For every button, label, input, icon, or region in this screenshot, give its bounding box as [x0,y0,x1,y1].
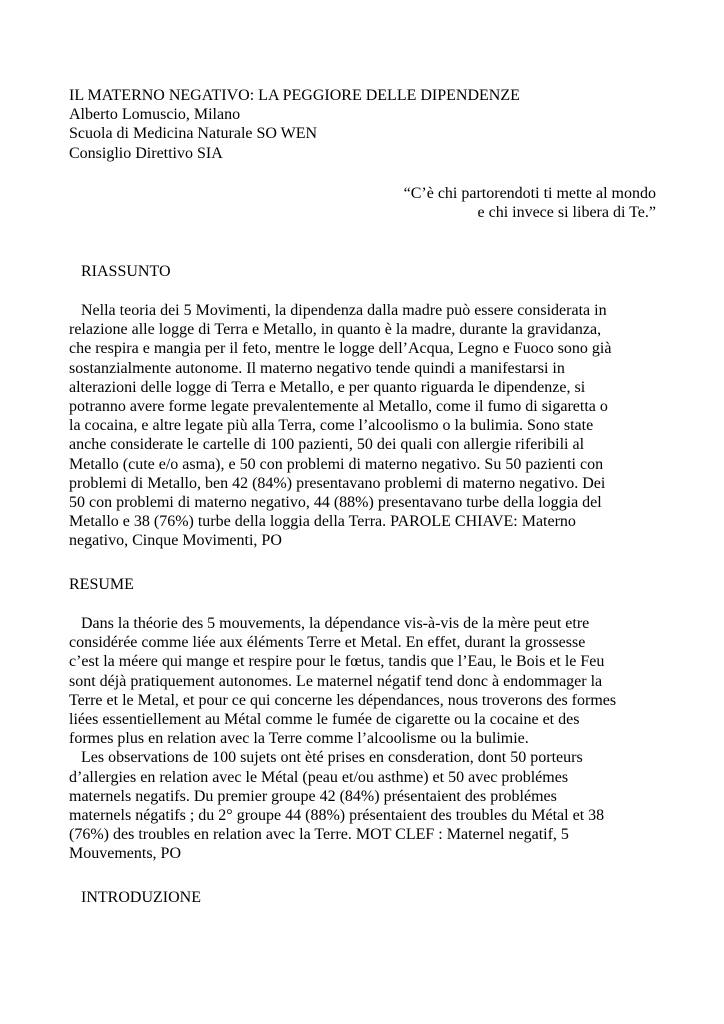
paragraph-line: c’est la méere qui mange et respire pour le fœtus, tandis que l’Eau, le Bois et le Feu [69,653,605,671]
paragraph-line: Terre et le Metal, et pour ce qui concerne les dépendances, nous troverons des formes [69,691,617,709]
school-line: Scuola di Medicina Naturale SO WEN [69,125,318,143]
council-line: Consiglio Direttivo SIA [69,144,223,162]
paragraph-line: Metallo e 38 (76%) turbe della loggia della Terra. PAROLE CHIAVE: Materno [69,513,576,531]
quote-line-1: “C’è chi partorendoti ti mette al mondo [403,185,656,202]
paragraph-line: formes plus en relation avec la Terre comme l’alcoolisme ou la bulimie. [69,730,529,748]
paragraph-line: Nella teoria dei 5 Movimenti, la dipendenza dalla madre può essere considerata in [81,302,607,319]
paragraph-line: la cocaina, e altre legate più alla Terra, come l’alcoolismo o la bulimia. Sono state [69,417,594,435]
author-line: Alberto Lomuscio, Milano [69,106,241,124]
resume-paragraph [69,614,659,863]
quote-line-2: e chi invece si libera di Te.” [477,204,656,222]
paragraph-line: negativo, Cinque Movimenti, PO [69,532,282,550]
section-heading-riassunto: RIASSUNTO [81,263,171,280]
section-heading-introduzione: INTRODUZIONE [81,889,201,906]
paragraph-line: liées essentiellement au Métal comme le fumée de cigarette ou la cocaine et des [69,710,580,728]
paragraph-line: maternels negatifs. Du premier groupe 42 (84%) présentaient des problémes [69,787,557,805]
document-header [69,86,669,163]
paragraph-line: (76%) des troubles en relation avec la Terre. MOT CLEF : Maternel negatif, 5 [69,826,569,844]
paragraph-line: problemi di Metallo, ben 42 (84%) presentavano problemi di materno negativo. Dei [69,474,606,492]
paragraph-line: 50 con problemi di materno negativo, 44 (88%) presentavano turbe della loggia del [69,493,602,511]
paragraph-line: relazione alle logge di Terra e Metallo, in quanto è la madre, durante la gravidanza, [69,321,602,339]
paragraph-line: Les observations de 100 sujets ont èté prises en consderation, dont 50 porteurs [81,749,583,767]
document-title: IL MATERNO NEGATIVO: LA PEGGIORE DELLE DIPENDENZE [69,87,520,104]
paragraph-line: sont déjà pratiquement autonomes. Le maternel négatif tend donc à endommager la [69,672,603,690]
paragraph-line: maternels négatifs ; du 2° groupe 44 (88%) présentaient des troubles du Métal et 38 [69,806,605,824]
epigraph-quote [404,184,656,222]
riassunto-paragraph [69,301,659,550]
paragraph-line: considérée comme liée aux éléments Terre et Metal. En effet, durant la grossesse [69,634,586,652]
paragraph-line: potranno avere forme legate prevalentemente al Metallo, come il fumo di sigaretta o [69,397,608,415]
paragraph-line: Metallo (cute e/o asma), e 50 con problemi di materno negativo. Su 50 pazienti con [69,455,604,473]
paragraph-line: d’allergies en relation avec le Métal (peau et/ou asthme) et 50 avec problémes [69,768,569,786]
paragraph-line: anche considerate le cartelle di 100 pazienti, 50 dei quali con allergie riferibili al [69,436,585,454]
paragraph-line: alterazioni delle logge di Terra e Metallo, e per quanto riguarda le dipendenze, si [69,378,586,396]
paragraph-line: sostanzialmente autonome. Il materno negativo tende quindi a manifestarsi in [69,359,565,377]
paragraph-line: che respira e mangia per il feto, mentre le logge dell’Acqua, Legno e Fuoco sono già [69,340,612,358]
paragraph-line: Dans la théorie des 5 mouvements, la dépendance vis-à-vis de la mère peut etre [81,615,590,632]
paragraph-line: Mouvements, PO [69,845,181,863]
section-heading-resume: RESUME [69,576,134,593]
